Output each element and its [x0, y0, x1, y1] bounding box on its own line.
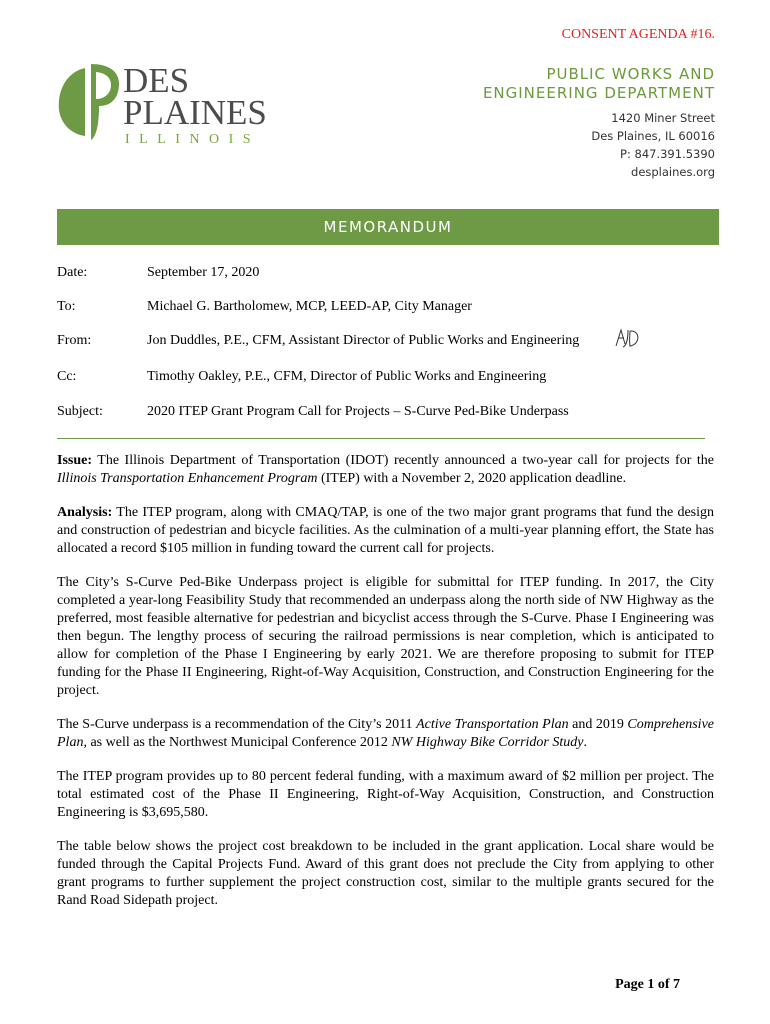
department-name-line2: ENGINEERING DEPARTMENT — [482, 84, 715, 102]
issue-text-program: Illinois Transportation Enhancement Program — [57, 471, 318, 486]
issue-paragraph — [57, 452, 714, 488]
eligibility-paragraph: The City’s S-Curve Ped-Bike Underpass project is eligible for submittal for ITEP funding. In 2017, the City completed a year-long Feasibility Study that recommended an underpass along the north side of NW Highway as the preferred, most feasible alternative for pedestrian and bicyclist access through the S-Curve. Phase I Engineering was then begun. The lengthy process of securing the railroad permissions is near completion, which is anticipated to allow for completion of the Phase I Engineering by early 2021. We are therefore proposing to submit for ITEP funding for the Phase II Engineering, Right-of-Way Acquisition, Construction, and Construction Engineering for the project. — [57, 575, 714, 698]
consent-agenda-label: CONSENT AGENDA #16. — [561, 27, 715, 42]
cost-breakdown-paragraph: The table below shows the project cost breakdown to be included in the grant application. Local share would be funded through the Capital Projects Fund. Award of this grant does not preclude the City from applying to other grant programs to further supplement the project construction cost, similar to the multiple grants secured for the Rand Road Sidepath project. — [57, 839, 714, 908]
subject-value: 2020 ITEP Grant Program Call for Projects – S-Curve Ped-Bike Underpass — [147, 404, 569, 419]
funding-paragraph: The ITEP program provides up to 80 percent federal funding, with a maximum award of $2 million per project. The total estimated cost of the Phase II Engineering, Right-of-Way Acquisition, Construction, and Construction Engineering is $3,695,580. — [57, 769, 714, 820]
from-label: From: — [57, 333, 92, 348]
address-city: Des Plaines, IL 60016 — [591, 129, 715, 143]
p4-corridor-study: NW Highway Bike Corridor Study — [391, 735, 584, 750]
issue-text-c: (ITEP) with a November 2, 2020 application deadline. — [317, 471, 627, 486]
department-name-line1: PUBLIC WORKS AND — [546, 65, 715, 83]
p4-comprehensive-plan: Comprehensive Plan — [57, 717, 714, 750]
from-value: Jon Duddles, P.E., CFM, Assistant Director of Public Works and Engineering — [147, 333, 580, 348]
page-number: Page 1 of 7 — [615, 977, 680, 992]
department-address — [483, 109, 715, 181]
p4-active-plan: Active Transportation Plan — [416, 717, 569, 732]
header-divider — [57, 438, 705, 439]
memo-body — [57, 452, 714, 926]
analysis-text: The ITEP program, along with CMAQ/TAP, is one of the two major grant programs that fund the design and construction of pedestrian and bicycle facilities. As the culmination of a multi-year planning effort, the State has allocated a record $105 million in funding toward the current call for projects. — [57, 505, 714, 556]
analysis-label: Analysis: — [57, 505, 113, 520]
subject-label: Subject: — [57, 404, 103, 419]
p4-text-a: The S-Curve underpass is a recommendation of the City’s 2011 — [57, 717, 417, 732]
cc-value: Timothy Oakley, P.E., CFM, Director of Public Works and Engineering — [147, 369, 547, 384]
issue-label: Issue: — [57, 453, 93, 468]
p4-text-c: and 2019 — [568, 717, 628, 732]
signature-initials-icon — [614, 326, 644, 350]
issue-text-a: The Illinois Department of Transportation (IDOT) recently announced a two-year call for projects for the — [92, 453, 714, 468]
memorandum-banner: MEMORANDUM — [57, 209, 719, 245]
department-block — [483, 65, 715, 181]
to-label: To: — [57, 299, 76, 314]
date-label: Date: — [57, 265, 88, 280]
logo-text-plaines: PLAINES — [123, 93, 267, 132]
address-phone: P: 847.391.5390 — [620, 147, 715, 161]
date-value: September 17, 2020 — [147, 265, 260, 280]
p4-text-e: , as well as the Northwest Municipal Conference 2012 — [83, 735, 392, 750]
to-value: Michael G. Bartholomew, MCP, LEED-AP, City Manager — [147, 299, 472, 314]
recommendation-paragraph — [57, 716, 714, 752]
logo-text-des: DES — [123, 61, 190, 100]
city-logo — [55, 62, 275, 162]
cc-label: Cc: — [57, 369, 77, 384]
address-website[interactable]: desplaines.org — [631, 165, 715, 179]
logo-text-illinois: ILLINOIS — [125, 132, 261, 147]
p4-text-g: . — [583, 735, 587, 750]
address-street: 1420 Miner Street — [611, 111, 715, 125]
analysis-paragraph — [57, 504, 714, 558]
leaf-logo-icon — [55, 62, 121, 142]
